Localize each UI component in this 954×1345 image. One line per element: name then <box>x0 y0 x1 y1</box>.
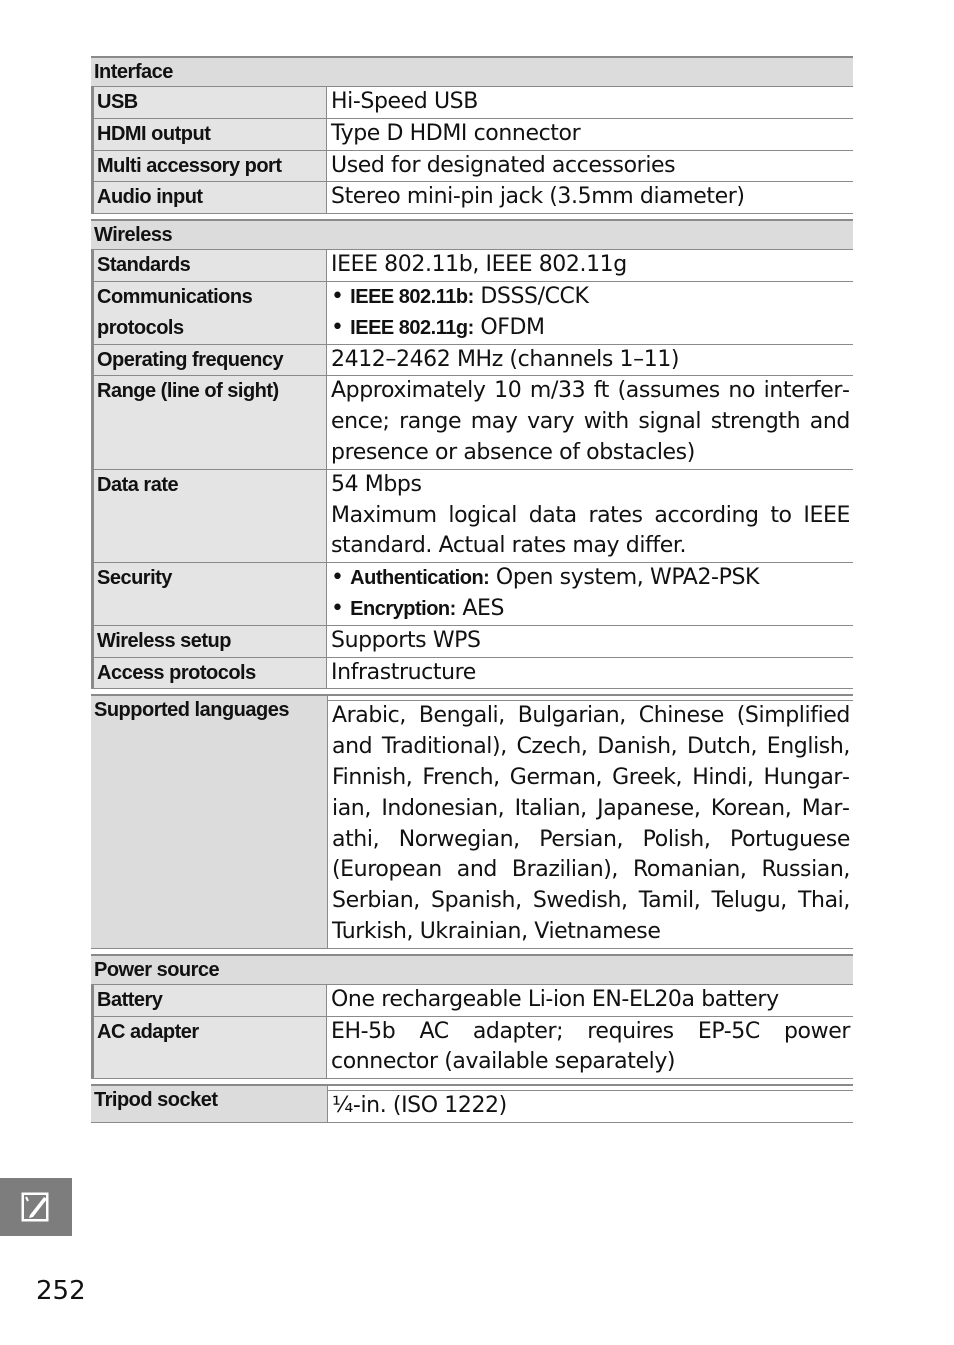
section-wireless <box>91 219 853 689</box>
table-row <box>91 563 853 626</box>
row-value <box>327 282 853 344</box>
row-value: Used for designated accessories <box>331 152 676 178</box>
row-value: ¼-in. (ISO 1222) <box>328 1090 853 1123</box>
table-row <box>91 119 853 151</box>
row-label: Communications protocols <box>91 282 327 344</box>
table-row <box>91 250 853 282</box>
data-rate-note: Maximum logical data rates according to IEEE standard. Actual rates may differ. <box>331 502 850 559</box>
row-value <box>327 470 853 562</box>
row-value: 2412–2462 MHz (channels 1–11) <box>331 346 680 372</box>
row-value: EH-5b AC adapter; requires EP-5C power connector (available separately) <box>331 1018 850 1075</box>
row-label: Battery <box>91 985 327 1016</box>
row-value: Approximately 10 m/33 ft (assumes no interference; range may vary with signal strength and presence or absence of obstacles) <box>331 378 850 465</box>
row-label: USB <box>91 87 327 118</box>
bullet-key: Authentication: <box>350 567 490 590</box>
row-value: One rechargeable Li-ion EN-EL20a battery <box>331 986 779 1012</box>
bullet-item: • IEEE 802.11b: DSSS/CCK <box>331 283 589 309</box>
row-label: Range (line of sight) <box>91 376 327 468</box>
bullet-value: DSSS/CCK <box>480 283 589 309</box>
row-value: Supports WPS <box>331 627 481 653</box>
section-heading: Tripod socket <box>91 1086 328 1123</box>
bullet-key: Encryption: <box>350 597 456 620</box>
row-value <box>327 563 853 625</box>
row-label: Data rate <box>91 470 327 562</box>
table-row <box>91 282 853 345</box>
section-heading: Power source <box>91 954 853 985</box>
row-label: Access protocols <box>91 658 327 689</box>
bullet-value: Open system, WPA2-PSK <box>495 565 760 591</box>
row-label: AC adapter <box>91 1017 327 1079</box>
bullet-item: • Encryption: AES <box>331 595 505 621</box>
section-heading: Wireless <box>91 219 853 250</box>
table-row <box>91 1017 853 1080</box>
table-row <box>91 151 853 183</box>
bullet-key: IEEE 802.11b: <box>350 285 474 308</box>
data-rate-value: 54 Mbps <box>331 471 422 497</box>
row-label: Operating frequency <box>91 345 327 376</box>
table-row <box>91 87 853 119</box>
row-label: Security <box>91 563 327 625</box>
section-heading: Interface <box>91 56 853 87</box>
table-row <box>91 985 853 1017</box>
table-row <box>91 376 853 469</box>
spec-table <box>91 56 853 1128</box>
page-number: 252 <box>36 1276 86 1306</box>
section-interface <box>91 56 853 214</box>
row-value: Infrastructure <box>331 659 476 685</box>
row-value: IEEE 802.11b, IEEE 802.11g <box>331 252 627 278</box>
bullet-item: • IEEE 802.11g: OFDM <box>331 314 545 340</box>
bullet-value: OFDM <box>480 314 545 340</box>
section-languages <box>91 694 853 948</box>
row-label: Audio input <box>91 182 327 213</box>
row-label: HDMI output <box>91 119 327 150</box>
table-row <box>91 182 853 214</box>
table-row <box>91 658 853 690</box>
row-label: Standards <box>91 250 327 281</box>
section-tripod <box>91 1084 853 1123</box>
table-row <box>91 626 853 658</box>
bullet-value: AES <box>462 595 505 621</box>
table-row <box>91 345 853 377</box>
bullet-item: • Authentication: Open system, WPA2-PSK <box>331 565 760 591</box>
row-value: Type D HDMI connector <box>331 120 581 146</box>
row-value: Arabic, Bengali, Bulgarian, Chinese (Simplified and Traditional), Czech, Danish, Dutch, English, Finnish, French, German, Greek, Hindi, Hungarian, Indonesian, Italian, Japanese, Korean, Marathi, Norwegian, Persian, Polish, Portuguese (European and Brazilian), Romanian, Russian, Serbian, Spanish, Swedish, Tamil, Telugu, Thai, Turkish, Ukrainian, Vietnamese <box>328 700 853 948</box>
row-value: Hi-Speed USB <box>331 89 478 114</box>
row-value: Stereo mini-pin jack (3.5mm diameter) <box>331 184 745 210</box>
bullet-key: IEEE 802.11g: <box>350 316 474 339</box>
pencil-note-icon <box>0 1178 72 1236</box>
row-label: Multi accessory port <box>91 151 327 182</box>
section-power <box>91 954 853 1079</box>
section-heading: Supported languages <box>91 696 328 948</box>
table-row <box>91 470 853 563</box>
row-label: Wireless setup <box>91 626 327 657</box>
